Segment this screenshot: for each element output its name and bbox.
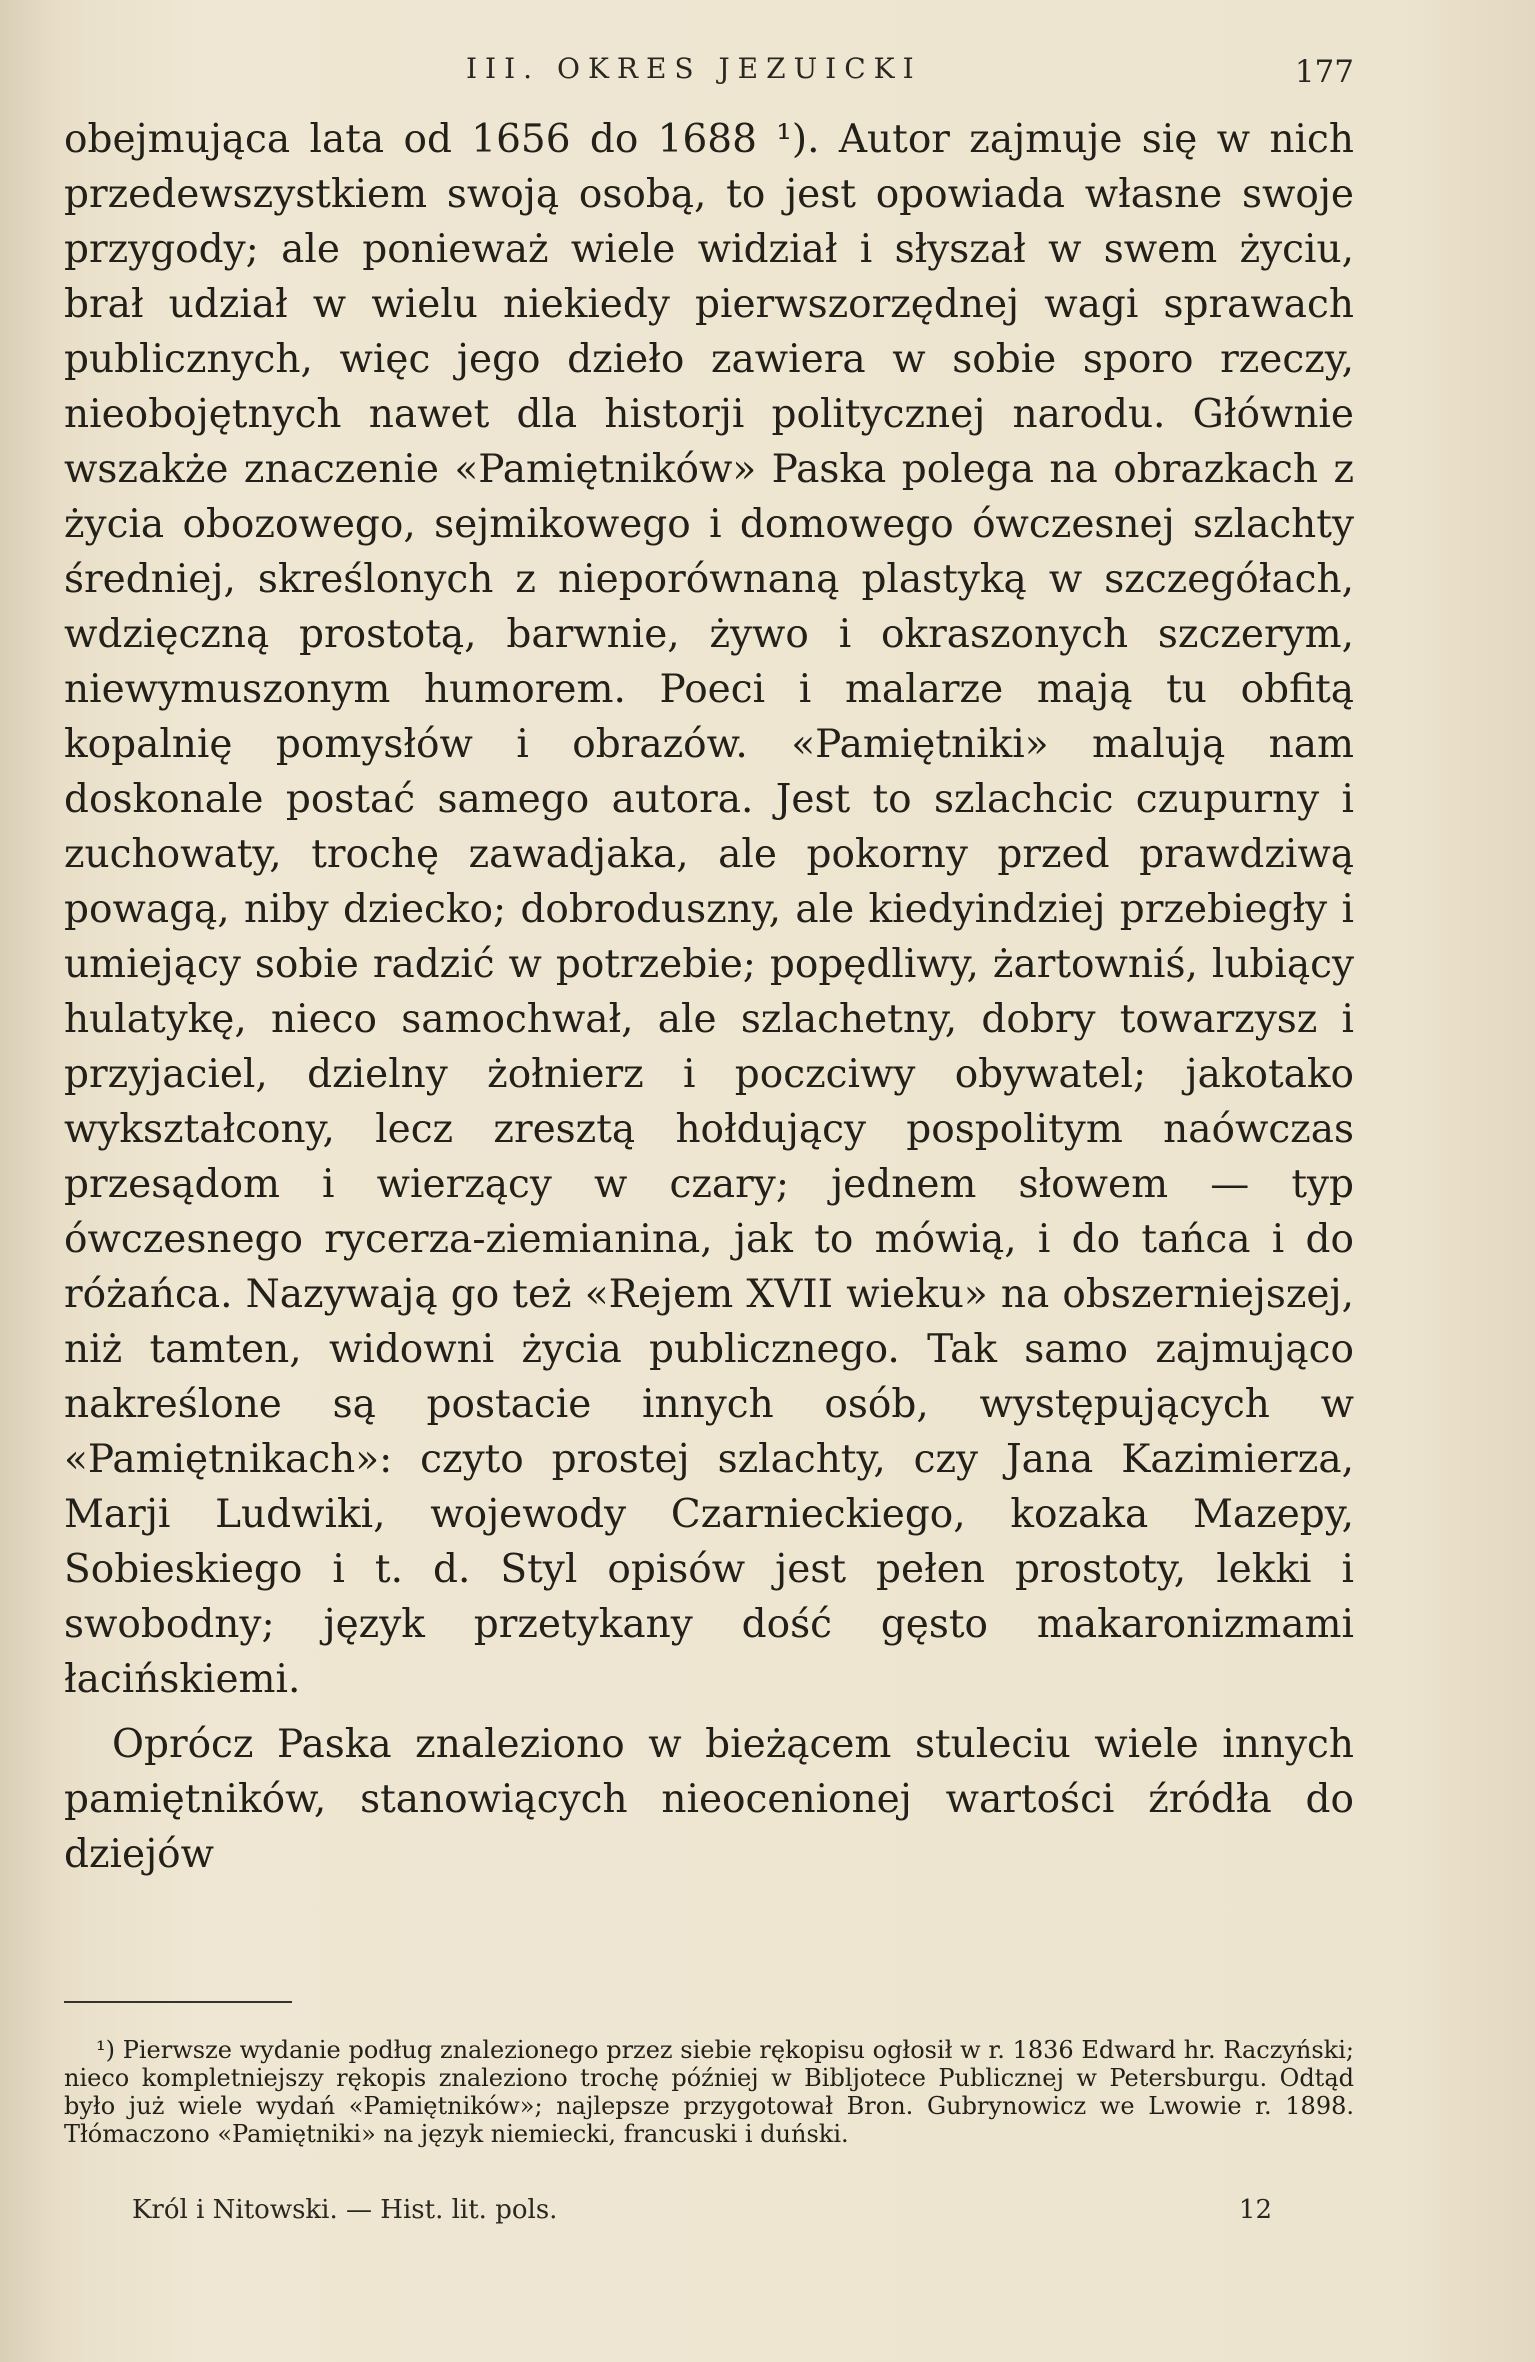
paragraph-1: obejmująca lata od 1656 do 1688 ¹). Autor zajmuje się w nich przedewszystkiem swoją osobą, to jest opowiada własne swoje przygody; ale ponieważ wiele widział i słyszał w swem życiu, brał udział w wielu niekiedy pierwszorzędnej wagi sprawach publicznych, więc jego dzieło zawiera w sobie sporo rzeczy, nieobojętnych nawet dla historji politycznej narodu. Głównie wszakże znaczenie «Pamiętników» Paska polega na obrazkach z życia obozowego, sejmikowego i domowego ówczesnej szlachty średniej, skreślonych z nieporównaną plastyką w szczegółach, wdzięczną prostotą, barwnie, żywo i okraszonych szczerym, niewymuszonym humorem. Poeci i malarze mają tu obfitą kopalnię pomysłów i obrazów. «Pamiętniki» malują nam doskonale postać samego autora. Jest to szlachcic czupurny i zuchowaty, trochę zawadjaka, ale pokorny przed prawdziwą powagą, niby dziecko; dobroduszny, ale kiedyindziej przebiegły i umiejący sobie radzić w potrzebie; popędliwy, żartowniś, lubiący hulatykę, nieco samochwał, ale szlachetny, dobry towarzysz i przyjaciel, dzielny żołnierz i poczciwy obywatel; jakotako wykształcony, lecz zresztą hołdujący pospolitym naówczas przesądom i wierzący w czary; jednem słowem — typ ówczesnego rycerza-ziemianina, jak to mówią, i do tańca i do różańca. Nazywają go też «Rejem XVII wieku» na obszerniejszej, niż tamten, widowni życia publicznego. Tak samo zajmująco nakreślone są postacie innych osób, występujących w «Pamiętnikach»: czyto prostej szlachty, czy Jana Kazimierza, Marji Ludwiki, wojewody Czarnieckiego, kozaka Mazepy, Sobieskiego i t. d. Styl opisów jest pełen prostoty, lekki i swobodny; język przetykany dość gęsto makaronizmami łacińskiemi. bbox=[64, 117, 1354, 1702]
main-text bbox=[64, 112, 1354, 1882]
page-header bbox=[64, 52, 1354, 92]
running-head: III. OKRES JEZUICKI bbox=[466, 52, 922, 85]
footnote-divider bbox=[64, 2001, 292, 2003]
page-footer bbox=[132, 2195, 1272, 2229]
sheet-number: 12 bbox=[1238, 2195, 1272, 2225]
paragraph-2: Oprócz Paska znaleziono w bieżącem stuleciu wiele innych pamiętników, stanowiących nieocenionej wartości źródła do dziejów bbox=[64, 1722, 1354, 1877]
footnote bbox=[64, 2036, 1354, 2148]
footnote-text: ¹) Pierwsze wydanie podług znalezionego przez siebie rękopisu ogłosił w r. 1836 Edward hr. Raczyński; nieco kompletniejszy rękopis znaleziono trochę później w Bibljotece Publicznej w Petersburgu. Odtąd było już wiele wydań «Pamiętników»; najlepsze przygotował Bron. Gubrynowicz we Lwowie r. 1898. Tłómaczono «Pamiętniki» na język niemiecki, francuski i duński. bbox=[64, 2036, 1354, 2148]
page-number: 177 bbox=[1294, 54, 1354, 90]
printer-signature: Król i Nitowski. — Hist. lit. pols. bbox=[132, 2195, 558, 2225]
